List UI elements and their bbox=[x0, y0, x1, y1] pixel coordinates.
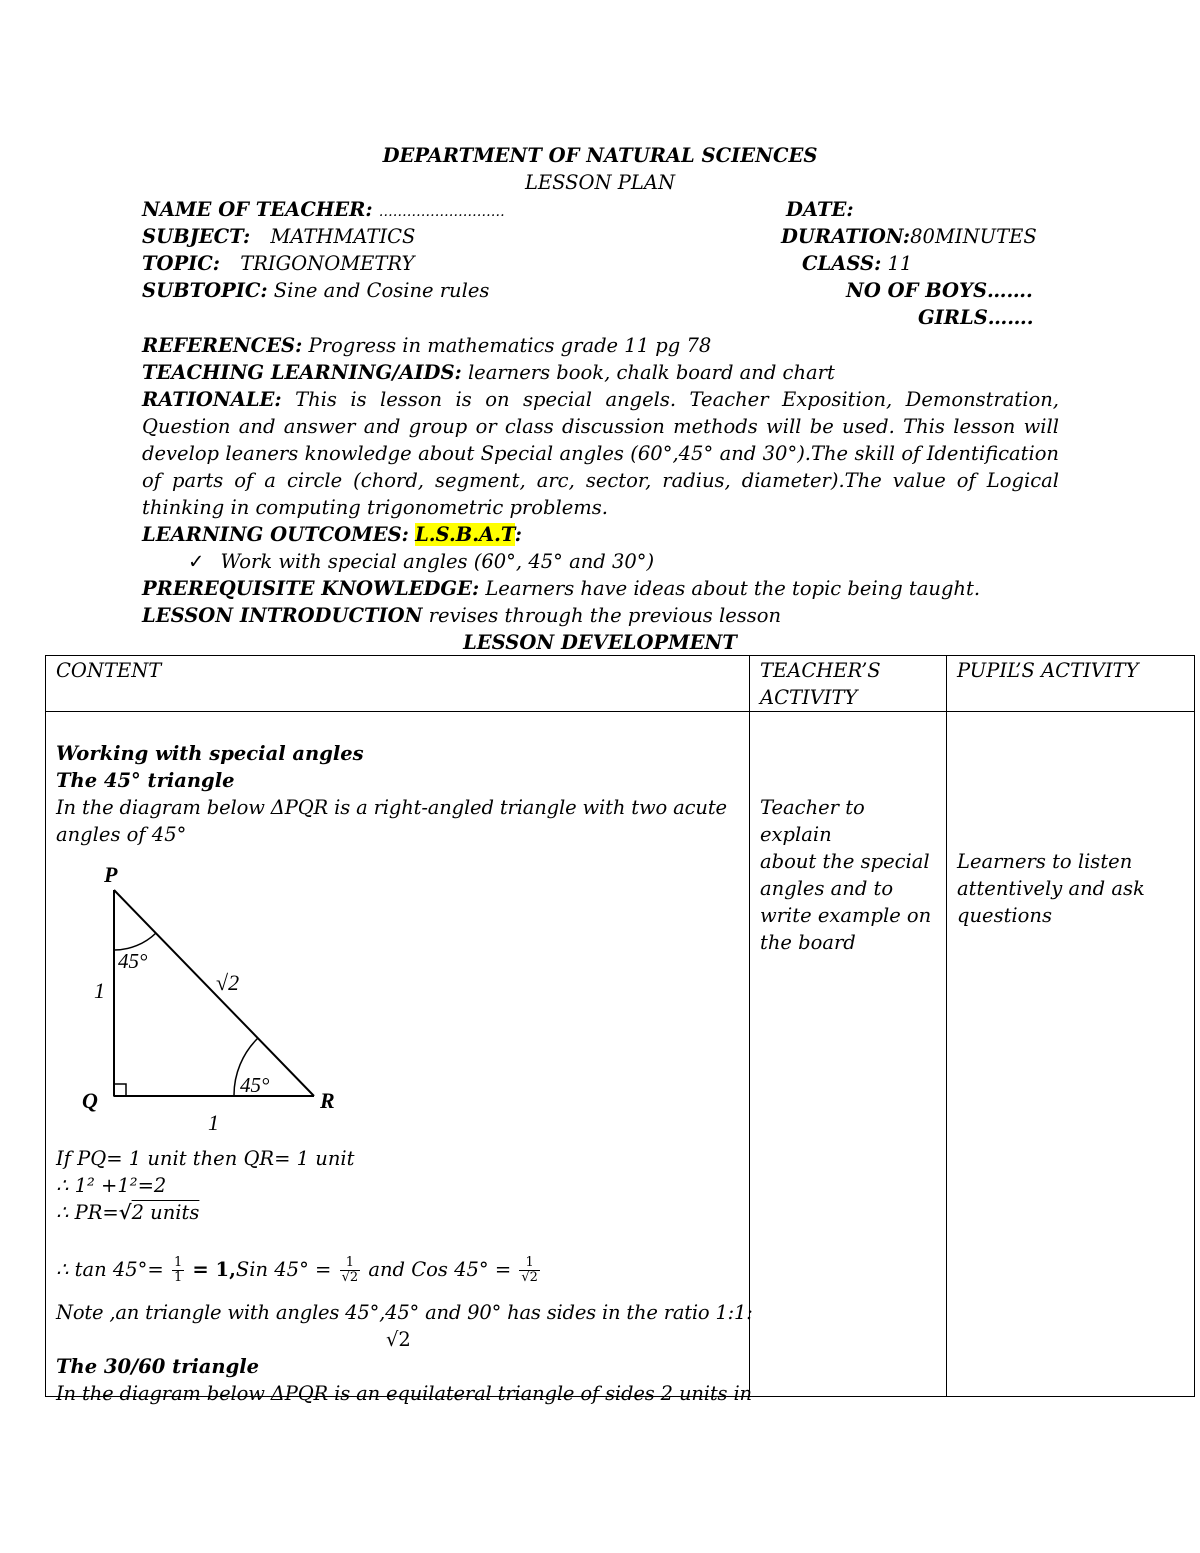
intro-label: LESSON INTRODUCTION bbox=[142, 604, 423, 627]
vertex-q-label: Q bbox=[82, 1088, 98, 1113]
aids-value: learners book, chalk board and chart bbox=[467, 361, 835, 384]
duration-label: DURATION: bbox=[781, 225, 911, 248]
prereq-value: Learners have ideas about the topic being taught. bbox=[485, 577, 981, 600]
teacher-activity-line: angles and to bbox=[760, 877, 894, 900]
content-cell bbox=[46, 712, 753, 1405]
references-value: Progress in mathematics grade 11 pg 78 bbox=[308, 334, 712, 357]
subject-value: MATHMATICS bbox=[270, 225, 416, 248]
intro-row bbox=[142, 602, 781, 629]
subtopic-label: SUBTOPIC: bbox=[142, 279, 268, 302]
content-line-if: If PQ= 1 unit then QR= 1 unit bbox=[56, 1147, 355, 1170]
cos-den: √2 bbox=[521, 1270, 538, 1285]
teacher-label: NAME OF TEACHER: bbox=[142, 198, 373, 221]
vertex-r-label: R bbox=[320, 1088, 335, 1113]
intro-value: revises through the previous lesson bbox=[428, 604, 782, 627]
class-row bbox=[802, 250, 912, 277]
tan-den: 1 bbox=[173, 1270, 183, 1285]
teacher-name-row bbox=[142, 196, 505, 226]
teacher-value: ……………………… bbox=[378, 204, 505, 220]
outcomes-label: LEARNING OUTCOMES: bbox=[142, 523, 409, 546]
checkmark-icon: ✓ bbox=[188, 550, 205, 573]
teacher-activity-line: the board bbox=[760, 931, 856, 954]
department-title: DEPARTMENT OF NATURAL SCIENCES bbox=[382, 144, 818, 167]
teacher-activity-line: Teacher to explain bbox=[760, 796, 865, 846]
duration-value: 80MINUTES bbox=[910, 225, 1037, 248]
lesson-development-table bbox=[45, 655, 1195, 1405]
aids-row bbox=[142, 359, 835, 386]
header-pupil-activity: PUPIL’S ACTIVITY bbox=[947, 656, 1195, 712]
pupil-activity-line: Learners to listen bbox=[957, 850, 1133, 873]
pr-prefix: ∴ PR= bbox=[56, 1201, 119, 1224]
content-note-line2: √2 bbox=[386, 1328, 411, 1351]
topic-row bbox=[142, 250, 414, 277]
content-line-trig bbox=[56, 1252, 542, 1288]
prereq-row bbox=[142, 575, 980, 602]
sin-label: Sin 45° = bbox=[235, 1258, 332, 1281]
content-heading-special-angles: Working with special angles bbox=[56, 742, 364, 765]
tan-fraction bbox=[172, 1256, 184, 1285]
content-note-line1: Note ,an triangle with angles 45°,45° and 90° has sides in the ratio 1:1: bbox=[56, 1301, 753, 1324]
tan-prefix: ∴ tan 45°= bbox=[56, 1258, 164, 1281]
vertex-p-label: P bbox=[104, 862, 118, 887]
subtopic-row bbox=[142, 277, 489, 304]
angle-r-label: 45° bbox=[240, 1073, 270, 1097]
lesson-plan-title: LESSON PLAN bbox=[524, 171, 676, 194]
side-pq-label: 1 bbox=[94, 978, 105, 1003]
angle-p-arc bbox=[114, 933, 156, 950]
outcomes-highlight: L.S.B.A.T bbox=[415, 523, 515, 546]
content-line-squares: ∴ 1² +1²=2 bbox=[56, 1174, 167, 1197]
side-qr-label: 1 bbox=[208, 1110, 219, 1135]
pr-value: 2 units bbox=[131, 1201, 200, 1224]
outcome-item bbox=[188, 548, 654, 575]
subtopic-value: Sine and Cosine rules bbox=[273, 279, 490, 302]
outcomes-row: LEARNING OUTCOMES: L.S.B.A.T: bbox=[142, 523, 522, 546]
boys-label: NO OF BOYS……. bbox=[846, 279, 1033, 302]
content-heading-45-triangle: The 45° triangle bbox=[56, 769, 235, 792]
radical-icon: √ bbox=[118, 1201, 132, 1224]
right-angle-marker bbox=[114, 1084, 126, 1096]
table-row bbox=[46, 712, 1195, 1397]
prereq-label: PREREQUISITE KNOWLEDGE: bbox=[142, 577, 480, 600]
content-heading-30-60-triangle: The 30/60 triangle bbox=[56, 1355, 260, 1378]
pupil-activity-line: questions bbox=[957, 904, 1052, 927]
teacher-activity-cell bbox=[750, 712, 947, 1397]
rationale-label: RATIONALE: bbox=[142, 388, 282, 411]
content-para1-line1: In the diagram below ΔPQR is a right-angled triangle with two acute bbox=[56, 796, 727, 819]
date-label: DATE: bbox=[786, 198, 854, 221]
lesson-development-title: LESSON DEVELOPMENT bbox=[463, 631, 737, 654]
content-para2-line1: In the diagram below ΔPQR is an equilateral triangle of sides 2 units in bbox=[56, 1382, 752, 1405]
class-value: 11 bbox=[887, 252, 913, 275]
aids-label: TEACHING LEARNING/AIDS: bbox=[142, 361, 462, 384]
tan-result: = 1, bbox=[192, 1258, 236, 1281]
outcome-item-text: Work with special angles (60°, 45° and 30°) bbox=[220, 550, 655, 573]
triangle-45-diagram bbox=[68, 852, 368, 1142]
subject-row bbox=[142, 223, 415, 250]
subject-label: SUBJECT: bbox=[142, 225, 251, 248]
side-pr-label: √2 bbox=[216, 970, 240, 995]
sin-den: √2 bbox=[341, 1270, 359, 1285]
header-teacher-activity: TEACHER’S ACTIVITY bbox=[750, 656, 947, 712]
header-content: CONTENT bbox=[46, 656, 750, 712]
cos-label: and Cos 45° = bbox=[368, 1258, 512, 1281]
angle-p-label: 45° bbox=[118, 949, 148, 973]
tan-num: 1 bbox=[173, 1255, 183, 1270]
duration-row bbox=[781, 223, 1037, 250]
girls-label: GIRLS……. bbox=[918, 306, 1034, 329]
class-label: CLASS: bbox=[802, 252, 882, 275]
content-line-pr bbox=[56, 1199, 199, 1226]
side-pr-line bbox=[114, 890, 314, 1096]
references-label: REFERENCES: bbox=[142, 334, 303, 357]
pupil-activity-cell bbox=[947, 712, 1195, 1397]
content-para1-line2: angles of 45° bbox=[56, 823, 187, 846]
teacher-activity-line: write example on bbox=[760, 904, 932, 927]
rationale-paragraph bbox=[142, 386, 1059, 521]
topic-label: TOPIC: bbox=[142, 252, 220, 275]
cos-num: 1 bbox=[519, 1256, 540, 1271]
sin-num: 1 bbox=[340, 1256, 361, 1271]
table-header-row bbox=[46, 656, 1195, 712]
sin-fraction bbox=[340, 1256, 361, 1285]
references-row bbox=[142, 332, 711, 359]
cos-fraction bbox=[519, 1256, 540, 1285]
pupil-activity-line: attentively and ask bbox=[957, 877, 1145, 900]
teacher-activity-line: about the special bbox=[760, 850, 930, 873]
rationale-value: This is lesson is on special angels. Teacher Exposition, Demonstration, Question and answer and group or class discussion methods will be used. This lesson will develop leaners knowledge about Special angles (60°,45° and 30°).The skill of Identification of parts of a circle (chord, segment, arc, sector, radius, diameter).The value of Logical thinking in computing trigonometric problems. bbox=[142, 388, 1060, 519]
topic-value: TRIGONOMETRY bbox=[240, 252, 415, 275]
